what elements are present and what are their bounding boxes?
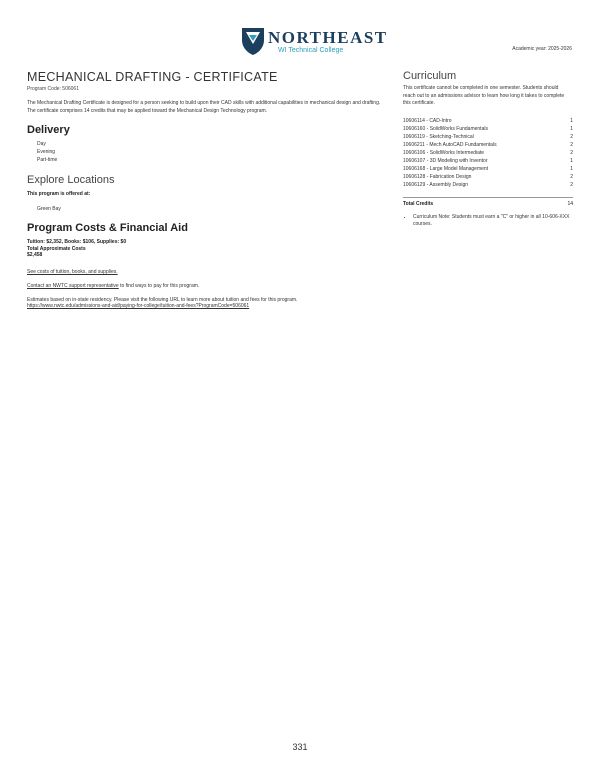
course-credits: 2	[570, 173, 573, 180]
costs-heading: Program Costs & Financial Aid	[27, 222, 188, 235]
course-credits: 2	[570, 134, 573, 141]
course-row	[403, 181, 573, 189]
course-credits: 2	[570, 142, 573, 149]
curriculum-panel	[403, 70, 573, 228]
course-credits: 1	[570, 118, 573, 125]
program-intro: The Mechanical Drafting Certificate is designed for a person seeking to build upon their CAD skills with additional capabilities in mechanical design and drafting. The certificate comprises 14 credits that may be applied toward the Mechanical Design Technology program.	[27, 100, 381, 114]
course-name: 10606106 - SolidWorks Intermediate	[403, 150, 485, 156]
tuition-line: Tuition: $2,352, Books: $106, Supplies: $0	[27, 239, 127, 246]
costs-summary	[27, 239, 387, 259]
curriculum-notes	[403, 214, 573, 228]
total-credits-row	[403, 197, 573, 207]
course-credits: 1	[570, 126, 573, 133]
course-row	[403, 141, 573, 149]
logo-subtitle: WI Technical College	[278, 47, 344, 54]
location-item: Green Bay	[37, 206, 61, 213]
estimates-text: Estimates based on in-state residency. Please visit the following URL to learn more about tuition and fees for this program.	[27, 296, 298, 303]
offered-label: This program is offered at:	[27, 191, 91, 198]
program-details	[27, 70, 387, 310]
logo-wordmark: NORTHEAST	[268, 28, 388, 47]
course-credits: 1	[570, 165, 573, 172]
course-row	[403, 118, 573, 126]
total-costs-value: $2,458	[27, 252, 43, 259]
locations-heading: Explore Locations	[27, 174, 115, 187]
curriculum-heading: Curriculum	[403, 70, 457, 82]
contact-rest-text: to find ways to pay for this program.	[118, 282, 200, 289]
delivery-list	[27, 141, 387, 164]
course-name: 10606119 - Sketching-Technical	[403, 134, 474, 141]
contact-support-link[interactable]: Contact an NWTC support representative	[27, 282, 119, 289]
course-name: 10606128 - Fabrication Design	[403, 173, 472, 180]
course-table	[403, 118, 573, 189]
course-name: 10606107 - 3D Modeling with Inventor	[403, 157, 488, 164]
course-name: 10606160 - SolidWorks Fundamentals	[403, 126, 488, 133]
course-name: 10606211 - Mech AutoCAD Fundamentals	[403, 142, 497, 149]
course-credits: 2	[570, 181, 573, 188]
tuition-fees-url-link[interactable]: https://www.nwtc.edu/admissions-and-aid/paying-for-college/tuition-and-fees?ProgramCode=506061	[27, 303, 250, 310]
course-row	[403, 125, 573, 133]
program-title: MECHANICAL DRAFTING - CERTIFICATE	[27, 70, 278, 84]
total-credits-value: 14	[567, 200, 573, 207]
delivery-option: Part-time	[37, 156, 58, 163]
course-name: 10606114 - CAD-Intro	[403, 118, 452, 125]
total-costs-label: Total Approximate Costs	[27, 245, 86, 252]
see-costs-link[interactable]: See costs of tuition, books, and supplies.	[27, 268, 118, 275]
course-row	[403, 165, 573, 173]
college-logo	[240, 26, 388, 58]
delivery-option: Day	[37, 141, 46, 147]
contact-line	[27, 283, 387, 289]
course-row	[403, 149, 573, 157]
shield-logo-icon	[240, 26, 266, 56]
curriculum-note: • Curriculum Note: Students must earn a "C" or higher in all 10-606-XXX courses.	[413, 214, 573, 228]
estimates-note	[27, 297, 387, 310]
delivery-heading: Delivery	[27, 124, 70, 136]
total-credits-label: Total Credits	[403, 200, 434, 207]
course-row	[403, 133, 573, 141]
delivery-option: Evening	[37, 148, 56, 155]
course-name: 10606168 - Large Model Management	[403, 165, 489, 172]
curriculum-description: This certificate cannot be completed in one semester. Students should reach out to an admissions advisor to learn how long it takes to complete this certificate.	[403, 85, 565, 106]
course-credits: 2	[570, 150, 573, 156]
course-name: 10606129 - Assembly Design	[403, 181, 469, 188]
course-row	[403, 173, 573, 181]
academic-year: Academic year: 2025-2026	[512, 46, 572, 52]
page-number: 331	[292, 742, 308, 752]
program-code: Program Code: 506061	[27, 86, 79, 92]
course-credits: 1	[570, 157, 573, 164]
course-row	[403, 157, 573, 165]
